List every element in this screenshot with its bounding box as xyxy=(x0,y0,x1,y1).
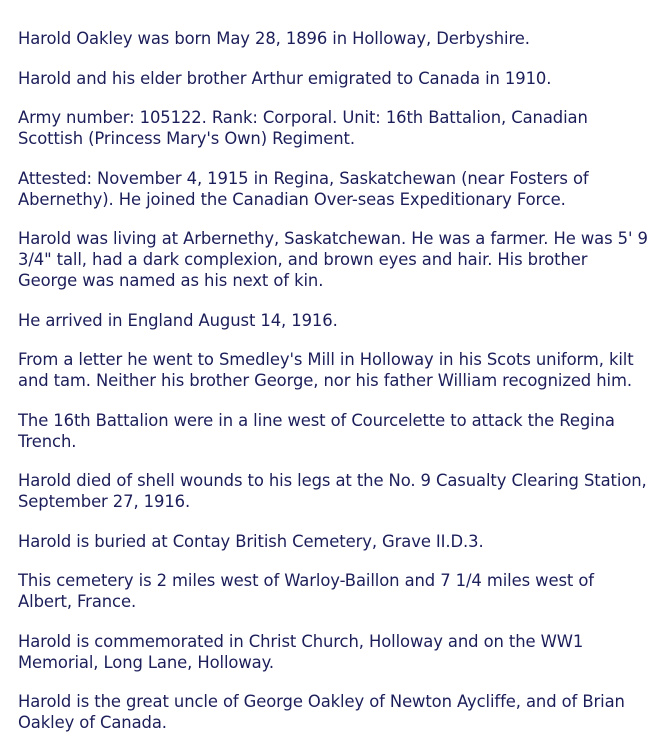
paragraph-letter: From a letter he went to Smedley's Mill in Holloway in his Scots uniform, kilt and tam. Neither his brother George, nor his father William recognized him. xyxy=(18,350,634,390)
paragraph-cemetery-location: This cemetery is 2 miles west of Warloy-Baillon and 7 1/4 miles west of Albert, France. xyxy=(18,571,594,611)
paragraph-death: Harold died of shell wounds to his legs at the No. 9 Casualty Clearing Station, September 27, 1916. xyxy=(18,471,647,511)
paragraph-emigration: Harold and his elder brother Arthur emigrated to Canada in 1910. xyxy=(18,68,552,88)
paragraph-burial: Harold is buried at Contay British Cemetery, Grave II.D.3. xyxy=(18,531,484,551)
paragraph-army-details: Army number: 105122. Rank: Corporal. Unit: 16th Battalion, Canadian Scottish (Princess Mary's Own) Regiment. xyxy=(18,108,588,148)
biography-document xyxy=(18,28,650,752)
paragraph-battalion: The 16th Battalion were in a line west of Courcelette to attack the Regina Trench. xyxy=(18,410,615,451)
paragraph-description: Harold was living at Arbernethy, Saskatchewan. He was a farmer. He was 5' 9 3/4" tall, had a dark complexion, and brown eyes and hair. His brother George was named as his next of kin. xyxy=(18,229,648,290)
paragraph-arrival: He arrived in England August 14, 1916. xyxy=(18,310,338,330)
paragraph-attested: Attested: November 4, 1915 in Regina, Saskatchewan (near Fosters of Abernethy). He joined the Canadian Over-seas Expeditionary Force. xyxy=(18,168,589,209)
paragraph-commemoration: Harold is commemorated in Christ Church, Holloway and on the WW1 Memorial, Long Lane, Holloway. xyxy=(18,631,584,672)
paragraph-relatives: Harold is the great uncle of George Oakley of Newton Aycliffe, and of Brian Oakley of Canada. xyxy=(18,692,625,732)
paragraph-birth: Harold Oakley was born May 28, 1896 in Holloway, Derbyshire. xyxy=(18,29,530,48)
